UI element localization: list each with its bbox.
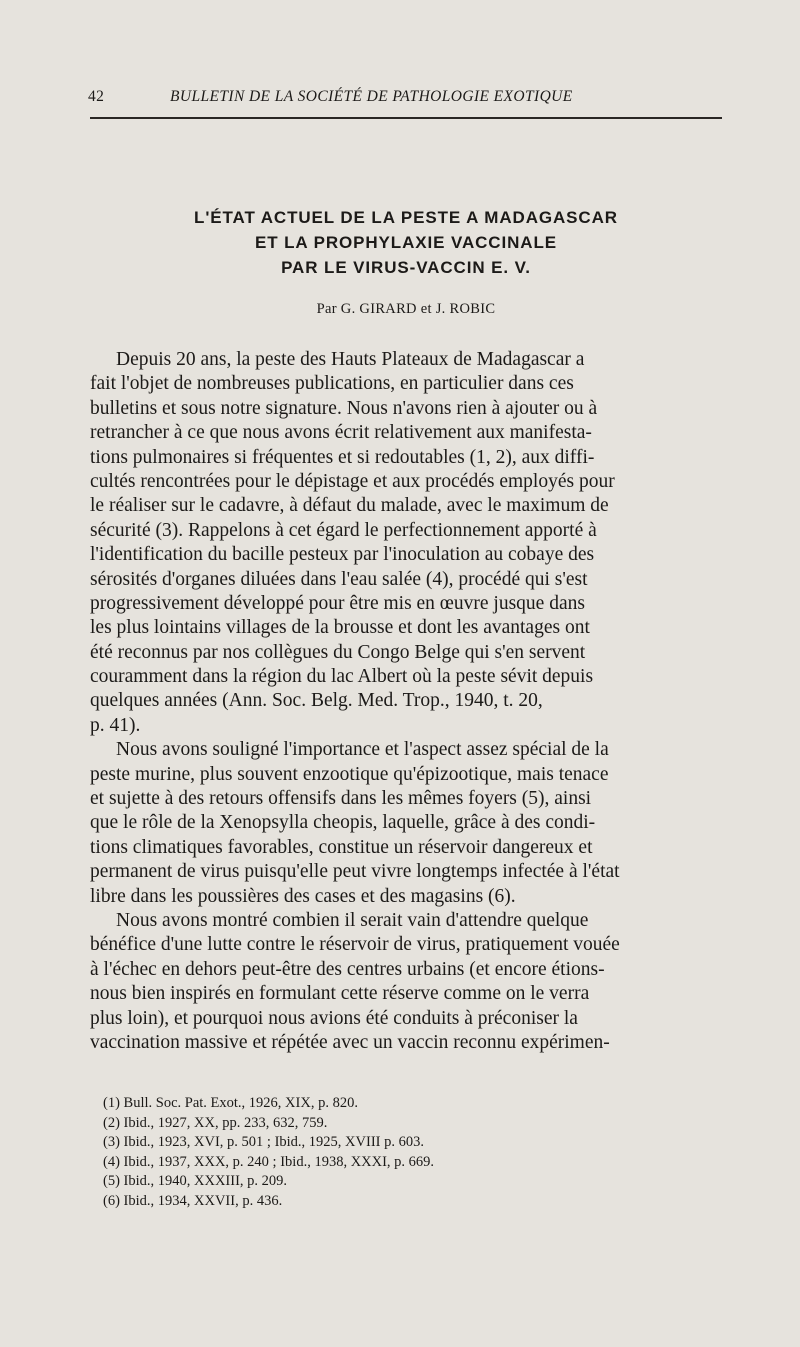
body-line: tions climatiques favorables, constitue un réservoir dangereux et	[90, 836, 593, 858]
title-line: PAR LE VIRUS-VACCIN E. V.	[281, 258, 531, 277]
footnotes	[103, 1094, 703, 1212]
body-line: peste murine, plus souvent enzootique qu'épizootique, mais tenace	[90, 763, 609, 785]
footnote: (6) Ibid., 1934, XXVII, p. 436.	[103, 1192, 283, 1209]
footnote: (5) Ibid., 1940, XXXIII, p. 209.	[103, 1173, 288, 1190]
title-line: ET LA PROPHYLAXIE VACCINALE	[255, 233, 557, 252]
body-line: fait l'objet de nombreuses publications, en particulier dans ces	[90, 373, 574, 395]
body-line: couramment dans la région du lac Albert où la peste sévit depuis	[90, 666, 594, 688]
body-line: libre dans les poussières des cases et des magasins (6).	[90, 885, 516, 907]
body-line: sécurité (3). Rappelons à cet égard le perfectionnement apporté à	[90, 519, 597, 541]
body-line: le réaliser sur le cadavre, à défaut du malade, avec le maximum de	[90, 495, 609, 517]
body-line: nous bien inspirés en formulant cette réserve comme on le verra	[90, 983, 590, 1005]
body-text	[90, 348, 730, 1055]
article-authors: Par G. GIRARD et J. ROBIC	[316, 301, 496, 317]
body-line: sérosités d'organes diluées dans l'eau salée (4), procédé qui s'est	[90, 568, 588, 590]
body-line: plus loin), et pourquoi nous avions été conduits à préconiser la	[90, 1007, 578, 1029]
body-line: Nous avons montré combien il serait vain d'attendre quelque	[116, 909, 589, 931]
page-number: 42	[88, 88, 105, 105]
body-line: bulletins et sous notre signature. Nous n'avons rien à ajouter ou à	[90, 397, 598, 419]
footnote: (1) Bull. Soc. Pat. Exot., 1926, XIX, p. 820.	[103, 1095, 358, 1111]
body-line: à l'échec en dehors peut-être des centres urbains (et encore étions-	[90, 958, 605, 980]
body-line: bénéfice d'une lutte contre le réservoir de virus, pratiquement vouée	[90, 934, 620, 956]
body-line: été reconnus par nos collègues du Congo Belge qui s'en servent	[90, 641, 586, 663]
body-line: vaccination massive et répétée avec un vaccin reconnu expérimen-	[90, 1031, 610, 1053]
body-line: tions pulmonaires si fréquentes et si redoutables (1, 2), aux diffi-	[90, 446, 595, 468]
body-line: quelques années (Ann. Soc. Belg. Med. Trop., 1940, t. 20,	[90, 690, 543, 712]
body-line: et sujette à des retours offensifs dans les mêmes foyers (5), ainsi	[90, 788, 592, 810]
body-line: que le rôle de la Xenopsylla cheopis, laquelle, grâce à des condi-	[90, 812, 596, 834]
footnote: (4) Ibid., 1937, XXX, p. 240 ; Ibid., 1938, XXXI, p. 669.	[103, 1153, 435, 1170]
header-rule	[90, 117, 722, 119]
footnote: (3) Ibid., 1923, XVI, p. 501 ; Ibid., 1925, XVIII p. 603.	[103, 1134, 424, 1151]
footnote: (2) Ibid., 1927, XX, pp. 233, 632, 759.	[103, 1114, 328, 1131]
body-line: p. 41).	[90, 714, 141, 736]
body-line: Nous avons souligné l'importance et l'aspect assez spécial de la	[116, 739, 609, 761]
body-line: permanent de virus puisqu'elle peut vivre longtemps infectée à l'état	[90, 861, 620, 883]
body-line: l'identification du bacille pesteux par l'inoculation au cobaye des	[90, 544, 595, 566]
title-line: L'ÉTAT ACTUEL DE LA PESTE A MADAGASCAR	[194, 208, 618, 227]
body-line: cultés rencontrées pour le dépistage et aux procédés employés pour	[90, 470, 615, 492]
journal-title: BULLETIN DE LA SOCIÉTÉ DE PATHOLOGIE EXOTIQUE	[170, 88, 573, 105]
body-line: progressivement développé pour être mis en œuvre jusque dans	[90, 592, 585, 614]
article-title	[90, 205, 722, 280]
body-line: Depuis 20 ans, la peste des Hauts Plateaux de Madagascar a	[116, 349, 585, 370]
body-line: les plus lointains villages de la brousse et dont les avantages ont	[90, 617, 590, 639]
body-line: retrancher à ce que nous avons écrit relativement aux manifesta-	[90, 422, 592, 444]
